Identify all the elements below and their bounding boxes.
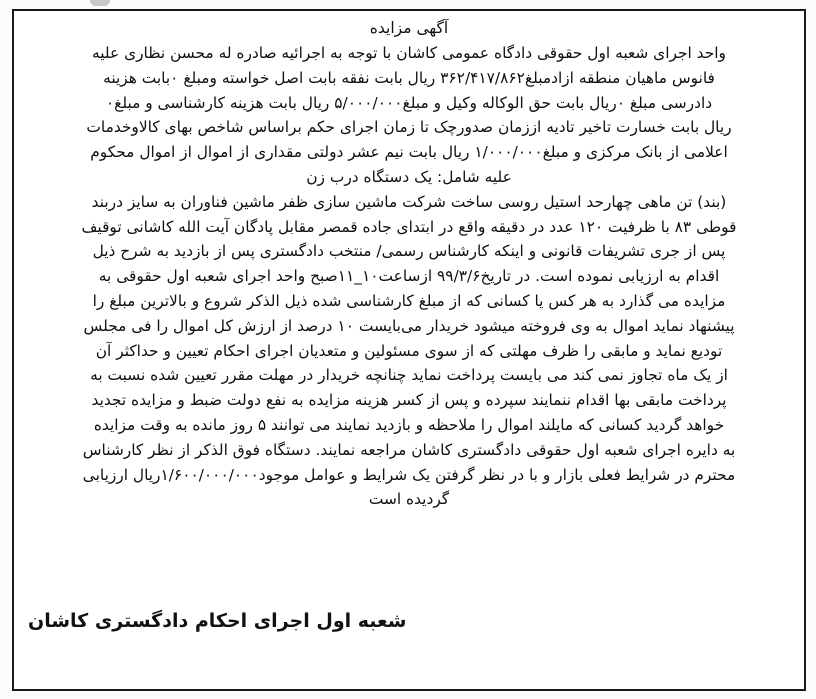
notice-line: تودیع نماید و مابقی را ظرف مهلتی که از سوی مسئولین و متعدیان اجرای احکام تعیین و حداکثر آن <box>95 341 723 360</box>
notice-line: گردیده است <box>368 490 450 509</box>
issuer-signature: شعبه اول اجرای احکام دادگستری کاشان <box>28 610 407 632</box>
notice-line: (بند) تن ماهی چهارحد استیل روسی ساخت شرکت ماشین سازی ظفر ماشین فناوران به سایز دربند <box>91 192 727 211</box>
notice-line: علیه شامل: یک دستگاه درب زن <box>306 167 512 186</box>
notice-line: مزایده می گذارد به هر کس یا کسانی که از مبلغ کارشناسی شده ذیل الذکر شروع و بالاترین مبلغ را <box>92 291 726 310</box>
notice-line: پس از جری تشریفات قانونی و اینکه کارشناس رسمی/ منتخب دادگستری پس از بازدید به شرح ذیل <box>92 242 726 261</box>
notice-line: اعلامی از بانک مرکزی و مبلغ۱/۰۰۰/۰۰۰ ریال بابت نیم عشر دولتی مقداری از اموال از اموال محکوم <box>90 143 728 162</box>
notice-line: به دایره اجرای شعبه اول حقوقی دادگستری کاشان مراجعه نمایند. دستگاه فوق الذکر از نظر کارشناس <box>82 440 736 459</box>
notice-line: ریال بابت خسارت تاخیر تادیه اززمان صدورچک تا زمان اجرای حکم براساس شاخص بهای کالاوخدمات <box>86 118 732 137</box>
notice-line: دادرسی مبلغ ۰ریال بابت حق الوکاله وکیل و مبلغ۵/۰۰۰/۰۰۰ ریال بابت هزینه کارشناسی و مبلغ۰ <box>105 93 713 112</box>
auction-notice-box <box>12 9 806 691</box>
scan-smudge <box>90 0 110 6</box>
notice-line: اقدام به ارزیابی نموده است. در تاریخ۹۹/۳/۶ ازساعت۱۰_۱۱صبح واحد اجرای شعبه اول حقوقی به <box>98 267 720 286</box>
notice-title: آگهی مزایده <box>369 19 449 37</box>
notice-body <box>28 41 790 512</box>
notice-line: محترم در شرایط فعلی بازار و با در نظر گرفتن یک شرایط و عوامل موجود۱/۶۰۰/۰۰۰/۰۰۰ریال ارزیابی <box>82 465 736 484</box>
notice-line: واحد اجرای شعبه اول حقوقی دادگاه عمومی کاشان با توجه به اجرائیه صادره له محسن نظاری علیه <box>92 44 726 62</box>
notice-line: قوطی ۸۳ با ظرفیت ۱۲۰ عدد در دقیقه واقع در ابتدای جاده قمصر مقابل پادگان آیت الله کاشانی توقیف <box>81 217 737 236</box>
notice-line: از یک ماه تجاوز نمی کند می بایست پرداخت نماید چنانچه خریدار در مهلت مقرر تعیین شده نسبت به <box>90 366 728 385</box>
notice-line: خواهد گردید کسانی که مایلند اموال را ملاحظه و بازدید نمایند می توانند ۵ روز مانده به وقت مزایده <box>93 415 725 434</box>
notice-line: فانوس ماهیان منطقه ازادمبلغ۳۶۲/۴۱۷/۸۶۲ ریال بابت نفقه بابت اصل خواسته ومبلغ ۰بابت هزینه <box>103 68 715 87</box>
notice-line: پرداخت مابقی بها اقدام ننمایند سپرده و پس از کسر هزینه مزایده به نفع دولت ضبط و مزایده تجدید <box>91 391 727 410</box>
notice-line: پیشنهاد نماید اموال به وی فروخته میشود خریدار می‌بایست ۱۰ درصد از ارزش کل اموال را فی مجلس <box>83 316 735 335</box>
